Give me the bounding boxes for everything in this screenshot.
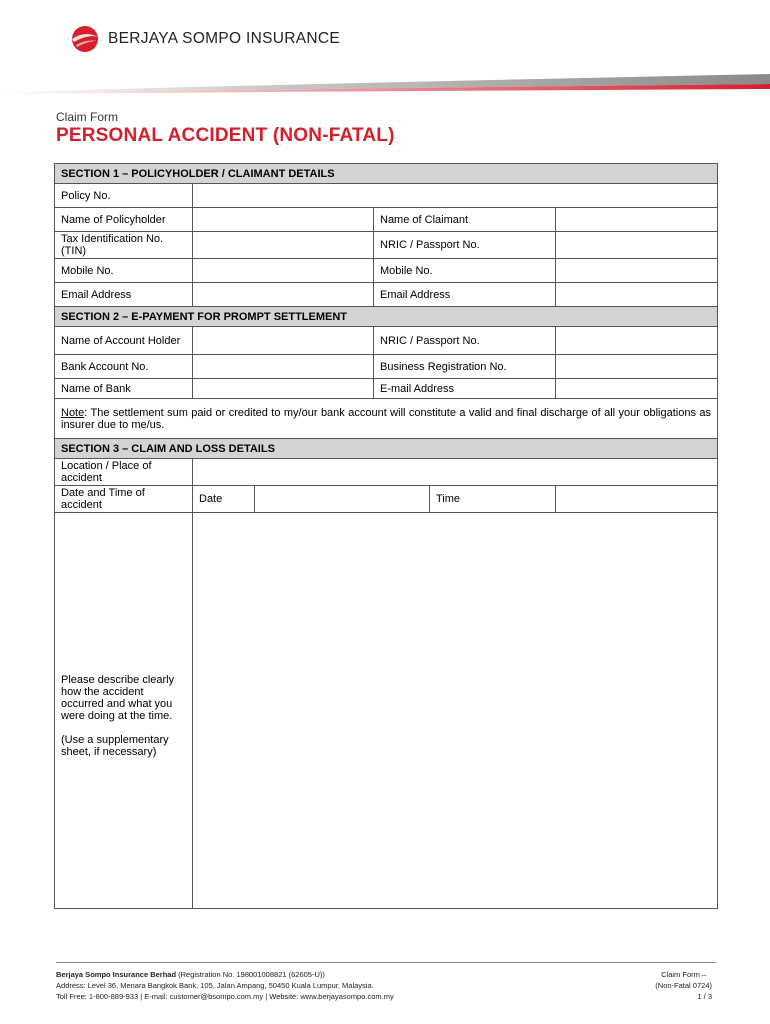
account-holder-label: Name of Account Holder (55, 327, 193, 355)
page-number: 1 / 3 (697, 992, 712, 1001)
claimant-email-label: Email Address (374, 283, 556, 307)
claimant-nric-field[interactable] (556, 232, 718, 259)
location-field[interactable] (193, 459, 718, 486)
section-2-header (55, 307, 718, 327)
section-3-header (55, 439, 718, 459)
section-2-heading: SECTION 2 – E-PAYMENT FOR PROMPT SETTLEMENT (55, 307, 718, 327)
bank-account-field[interactable] (193, 355, 374, 379)
account-holder-nric-field[interactable] (556, 327, 718, 355)
time-field[interactable] (556, 486, 718, 513)
policyholder-name-field[interactable] (193, 208, 374, 232)
tin-field[interactable] (193, 232, 374, 259)
description-instruction: Please describe clearly how the accident occurred and what you were doing at the time. (61, 674, 175, 722)
business-reg-field[interactable] (556, 355, 718, 379)
note-text: : The settlement sum paid or credited to my/our bank account will constitute a valid and final discharge of all your obligations as insurer due to me/us. (61, 406, 711, 431)
claimant-mobile-field[interactable] (556, 259, 718, 283)
supplementary-note: (Use a supplementary sheet, if necessary) (61, 734, 169, 758)
brand-logo (68, 24, 340, 54)
account-holder-nric-label: NRIC / Passport No. (374, 327, 556, 355)
logo-mark-icon (68, 24, 102, 54)
business-reg-label: Business Registration No. (374, 355, 556, 379)
section-3-heading: SECTION 3 – CLAIM AND LOSS DETAILS (55, 439, 718, 459)
payment-email-field[interactable] (556, 379, 718, 399)
policyholder-email-label: Email Address (55, 283, 193, 307)
doc-label: Claim Form (56, 110, 118, 124)
date-time-label: Date and Time of accident (55, 486, 193, 513)
bank-name-field[interactable] (193, 379, 374, 399)
policyholder-mobile-field[interactable] (193, 259, 374, 283)
policy-no-field[interactable] (193, 184, 718, 208)
policyholder-email-field[interactable] (193, 283, 374, 307)
claim-form-table (54, 163, 718, 909)
footer-company-info (56, 969, 394, 1002)
account-holder-field[interactable] (193, 327, 374, 355)
policy-no-label: Policy No. (55, 184, 193, 208)
section-1-header (55, 164, 718, 184)
claimant-mobile-label: Mobile No. (374, 259, 556, 283)
bank-account-label: Bank Account No. (55, 355, 193, 379)
page-footer (56, 962, 716, 1001)
location-label: Location / Place of accident (55, 459, 193, 486)
bank-name-label: Name of Bank (55, 379, 193, 399)
footer-registration: (Registration No. 198001008821 (62605-U)) (176, 970, 325, 979)
claimant-name-field[interactable] (556, 208, 718, 232)
claimant-name-label: Name of Claimant (374, 208, 556, 232)
form-ref-line-1: Claim Form – (661, 970, 707, 979)
description-label (55, 513, 193, 909)
footer-contacts: Toll Free: 1-800-889-933 | E-mail: customer@bsompo.com.my | Website: www.berjayasompo.com.my (56, 992, 394, 1001)
footer-company-name: Berjaya Sompo Insurance Berhad (56, 970, 177, 979)
tin-label: Tax Identification No. (TIN) (55, 232, 193, 259)
claimant-nric-label: NRIC / Passport No. (374, 232, 556, 259)
footer-address: Address: Level 36, Menara Bangkok Bank, 105, Jalan Ampang, 50450 Kuala Lumpur, Malaysia. (56, 981, 374, 990)
date-label: Date (193, 486, 255, 513)
payment-email-label: E-mail Address (374, 379, 556, 399)
note-label: Note (61, 406, 85, 419)
date-field[interactable] (255, 486, 430, 513)
page-title: PERSONAL ACCIDENT (NON-FATAL) (56, 125, 395, 146)
description-field[interactable] (193, 513, 718, 909)
claimant-email-field[interactable] (556, 283, 718, 307)
policyholder-name-label: Name of Policyholder (55, 208, 193, 232)
brand-name: BERJAYA SOMPO INSURANCE (108, 30, 340, 47)
form-ref-line-2: (Non-Fatal 0724) (655, 981, 712, 990)
time-label: Time (430, 486, 556, 513)
section-1-heading: SECTION 1 – POLICYHOLDER / CLAIMANT DETAILS (55, 164, 718, 184)
footer-form-ref (655, 969, 712, 1002)
header-swoosh (0, 66, 770, 94)
policyholder-mobile-label: Mobile No. (55, 259, 193, 283)
settlement-note (55, 399, 718, 439)
